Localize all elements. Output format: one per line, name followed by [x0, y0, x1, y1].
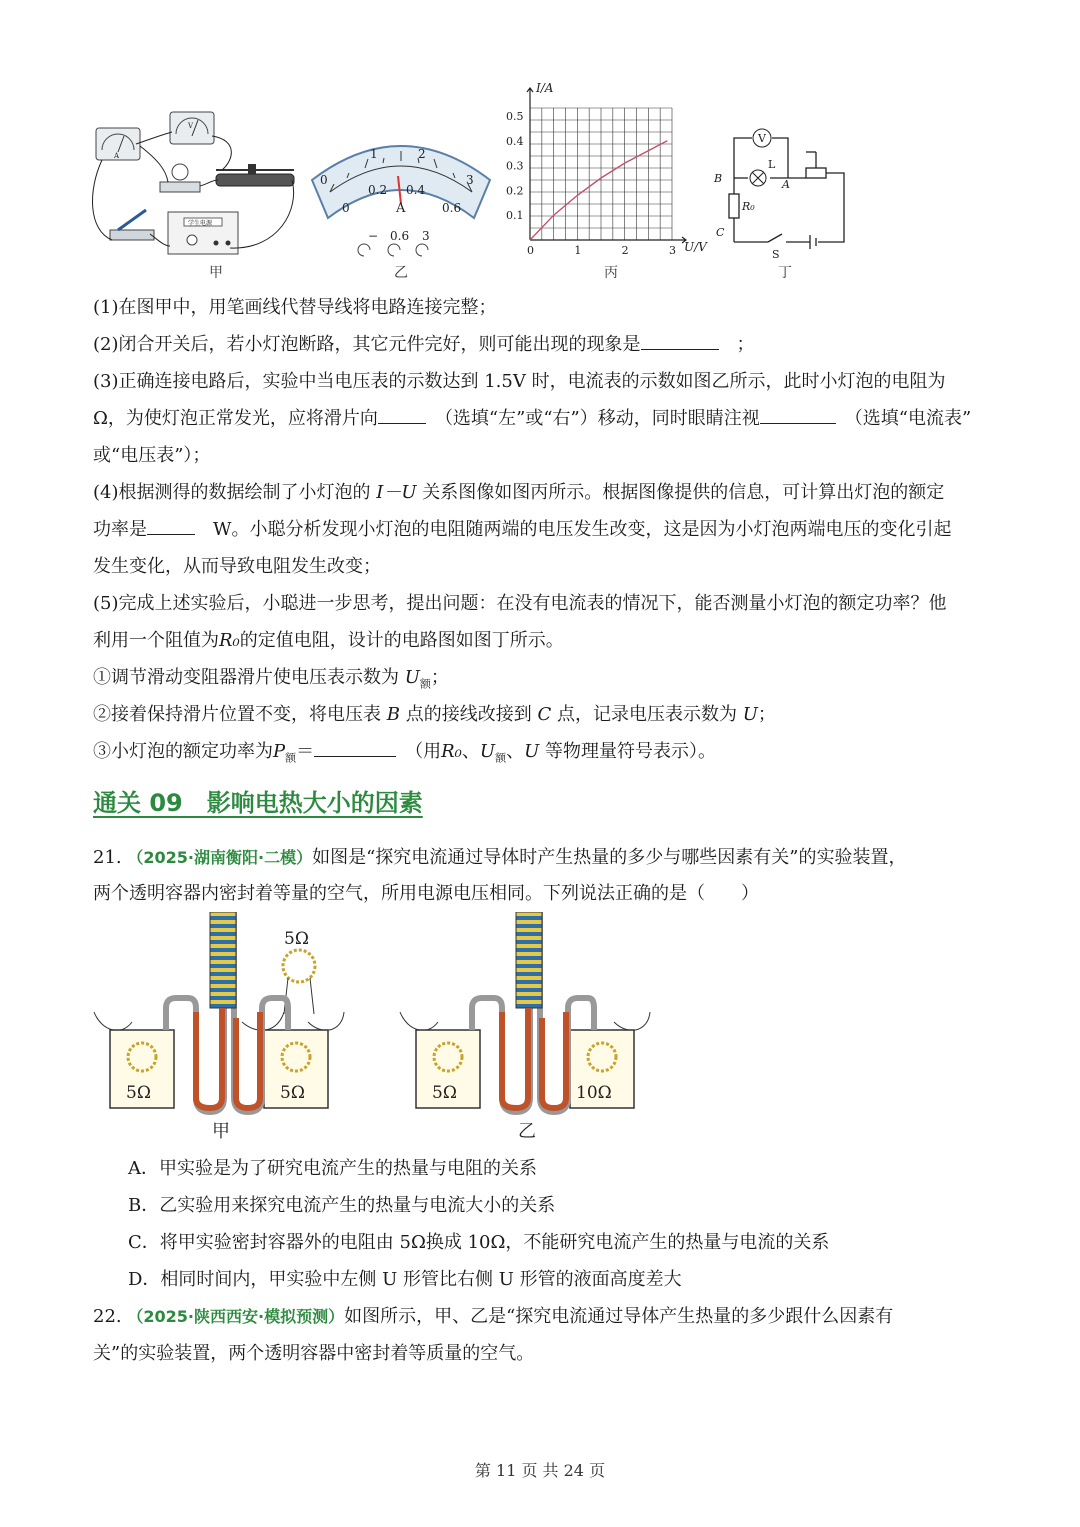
- step-2-text-c: 点，记录电压表示数为: [556, 704, 737, 725]
- q21-option-d[interactable]: D．相同时间内，甲实验中左侧 U 形管比右侧 U 形管的液面高度差大: [128, 1269, 682, 1290]
- iu-curve: [530, 141, 667, 240]
- q21-option-b[interactable]: B．乙实验用来探究电流产生的热量与电流大小的关系: [128, 1195, 556, 1216]
- step-2-c: C: [537, 704, 552, 725]
- question-3-text-c: （选填“左”或“右”）移动，同时眼睛注视: [443, 408, 760, 429]
- y-tick-label: 0.1: [506, 209, 524, 223]
- step-1-text: ①调节滑动变阻器滑片使电压表示数为: [93, 667, 399, 688]
- terminal-3: 3: [422, 229, 430, 243]
- voltmeter-device: [170, 112, 214, 144]
- rheostat-device: [216, 164, 294, 186]
- caption-bing: 丙: [604, 265, 618, 281]
- q21-source: （2025·湖南衡阳·二模）: [127, 848, 313, 867]
- dial-lower-3: 0.6: [442, 201, 462, 215]
- figure-jia-apparatus: [88, 100, 303, 280]
- step-3-text-c: 、: [461, 741, 480, 762]
- q21-stem-a: 如图是“探究电流通过导体时产生热量的多少与哪些因素有关”的实验装置，: [312, 847, 907, 868]
- caption-jia: 甲: [209, 265, 223, 281]
- question-4-text-b: 关系图像如图丙所示。根据图像提供的信息，可计算出灯泡的额定: [422, 482, 945, 503]
- question-3-text-b: Ω，为使灯泡正常发光，应将滑片向: [93, 408, 378, 429]
- question-3-line-3: 或“电压表”）；: [93, 445, 211, 466]
- question-1: (1)在图甲中，用笔画线代替导线将电路连接完整；: [93, 297, 497, 318]
- figure-yi-ammeter: [306, 132, 496, 272]
- step-3-p: P: [273, 741, 286, 762]
- step-3-text-b: （用: [414, 741, 442, 762]
- terminal-0-6: 0.6: [390, 229, 410, 243]
- question-5-text-b1: 利用一个阻值为: [93, 630, 219, 651]
- step-1: [93, 663, 449, 692]
- chart-xlabel: U/V: [684, 240, 707, 254]
- dial-upper-1: 1: [370, 147, 378, 161]
- yi-r-left: 5Ω: [432, 1083, 457, 1103]
- chart-ylabel: I/A: [536, 81, 554, 95]
- question-4-iu: I－U: [376, 482, 417, 503]
- circuit-A: A: [782, 178, 790, 191]
- dial-unit: A: [396, 201, 406, 216]
- question-3-line-2: [93, 404, 971, 430]
- question-4-text-a: (4)根据测得的数据绘制了小灯泡的: [93, 482, 371, 503]
- circuit-L: L: [768, 158, 776, 171]
- circuit-S: S: [772, 248, 780, 261]
- switch-device: [110, 210, 154, 240]
- question-5-line-1: (5)完成上述实验后，小聪进一步思考，提出问题：在没有电流表的情况下，能否测量小灯泡的额定功率？他: [93, 593, 947, 614]
- q22-source: （2025·陕西西安·模拟预测）: [127, 1307, 345, 1326]
- question-2: [93, 330, 755, 356]
- step-3-sub: 额: [285, 751, 297, 765]
- x-tick-label: 1: [574, 244, 582, 257]
- step-2-b: B: [386, 704, 400, 725]
- q21-option-c[interactable]: C．将甲实验密封容器外的电阻由 5Ω换成 10Ω，不能研究电流产生的热量与电流的关系: [128, 1232, 830, 1253]
- step-2: [93, 700, 776, 726]
- answer-blank-step-3[interactable]: [314, 738, 396, 757]
- dial-lower-2: 0.4: [406, 183, 426, 197]
- dial-lower-1: 0.2: [368, 183, 388, 197]
- u-tube-right-yi: [542, 1012, 566, 1108]
- question-5-r0: R₀: [219, 630, 240, 651]
- axis-lines: [527, 88, 686, 243]
- yi-caption: 乙: [518, 1121, 536, 1142]
- question-5-line-2: [93, 626, 564, 652]
- figure-bing-iu-chart: [500, 80, 710, 260]
- yi-r-right: 10Ω: [576, 1083, 612, 1103]
- question-2-text: (2)闭合开关后，若小灯泡断路，其它元件完好，则可能出现的现象是: [93, 334, 641, 355]
- step-2-text-b: 点的接线改接到: [405, 704, 532, 725]
- question-2-end: ；: [736, 334, 755, 355]
- dial-upper-2: 2: [418, 147, 426, 161]
- y-tick-label: 0.5: [506, 110, 524, 123]
- power-supply-device: [168, 212, 238, 254]
- circuit-C: C: [716, 226, 725, 239]
- y-tick-label: 0.3: [506, 159, 524, 173]
- circuit-R0: R₀: [742, 200, 755, 213]
- question-4-line-2: [93, 515, 952, 541]
- jia-caption: 甲: [212, 1121, 230, 1142]
- q21-line-1: [93, 843, 906, 869]
- y-tick-label: 0.2: [506, 184, 524, 198]
- chart-grid: [530, 108, 672, 240]
- circuit-V: V: [758, 132, 766, 145]
- ammeter-device: [96, 128, 140, 160]
- caption-yi: 乙: [394, 265, 408, 281]
- circuit-B: B: [714, 172, 723, 185]
- jia-r-outside: 5Ω: [284, 929, 309, 949]
- question-3-text-d: （选填“电流表”: [853, 408, 972, 429]
- step-3-eq: ＝: [296, 741, 315, 762]
- section-title: 通关 09 影响电热大小的因素: [93, 789, 423, 817]
- bulb-device: [160, 164, 200, 192]
- step-3-text-a: ③小灯泡的额定功率为: [93, 741, 273, 762]
- step-1-u: U: [404, 667, 420, 688]
- step-3-text-e: 等物理量符号表示）。: [544, 741, 716, 762]
- step-3-u2: U: [524, 741, 540, 762]
- y-tick-label: 0.4: [506, 134, 524, 148]
- terminal-knob-3: [416, 244, 428, 256]
- jia-r-left: 5Ω: [126, 1083, 151, 1103]
- page-footer: 第 11 页 共 24 页: [474, 1461, 606, 1480]
- u-tube-left-yi: [502, 1008, 528, 1108]
- step-2-text-a: ②接着保持滑片位置不变，将电压表: [93, 704, 381, 725]
- dial-upper-3: 3: [466, 173, 474, 187]
- voltmeter-letter: V: [188, 122, 194, 130]
- step-2-u: U: [742, 704, 758, 725]
- ammeter-letter: A: [114, 152, 120, 160]
- question-4-text-d: W。小聪分析发现小灯泡的电阻随两端的电压发生改变，这是因为小灯泡两端电压的变化引起: [213, 519, 952, 540]
- answer-blank-3-direction[interactable]: [378, 405, 426, 424]
- scale-bar-yi: [516, 912, 542, 1008]
- heater-coil-outside-jia: [283, 950, 315, 982]
- step-3: [93, 737, 716, 766]
- figure-ding-circuit: [710, 122, 860, 262]
- answer-blank-4-power[interactable]: [147, 516, 195, 535]
- jia-r-right: 5Ω: [280, 1083, 305, 1103]
- q21-line-2: 两个透明容器内密封着等量的空气，所用电源电压相同。下列说法正确的是（ ）: [93, 883, 759, 904]
- q22-number: 22.: [93, 1306, 122, 1327]
- question-3-line-1: [93, 367, 946, 393]
- dial-lower-0: 0: [342, 201, 350, 215]
- x-tick-label: 0: [527, 244, 534, 257]
- q21-number: 21.: [93, 847, 122, 868]
- step-3-u1: U: [479, 741, 496, 762]
- answer-blank-2[interactable]: [641, 331, 719, 350]
- u-tube-left-jia: [196, 1008, 222, 1108]
- x-tick-label: 3: [669, 244, 676, 257]
- question-4-line-3: 发生变化，从而导致电阻发生改变；: [93, 556, 381, 577]
- question-4-line-1: [93, 478, 944, 504]
- terminal-minus: −: [368, 229, 379, 243]
- chart-axes: [527, 88, 686, 243]
- question-3-text-a: (3)正确连接电路后，实验中当电压表的示数达到 1.5V 时，电流表的示数如图乙所示，此时小灯泡的电阻为: [93, 371, 946, 392]
- caption-ding: 丁: [778, 265, 792, 281]
- terminal-knob-1: [358, 244, 370, 256]
- x-tick-label: 2: [621, 244, 629, 257]
- answer-blank-3-meter[interactable]: [760, 405, 836, 424]
- step-1-sub: 额: [419, 677, 431, 691]
- question-4-text-c: 功率是: [93, 519, 147, 540]
- q22-line-2: 关”的实验装置，两个透明容器中密封着等质量的空气。: [93, 1343, 535, 1364]
- q22-stem-a: 如图所示，甲、乙是“探究电流通过导体产生热量的多少跟什么因素有: [344, 1306, 894, 1327]
- dial-upper-0: 0: [320, 173, 328, 187]
- q21-figure: [92, 912, 662, 1147]
- scale-bar-jia: [210, 912, 236, 1008]
- apparatus-jia: [94, 912, 344, 1142]
- step-3-text-d: 、: [506, 741, 525, 762]
- q21-option-a[interactable]: A．甲实验是为了研究电流产生的热量与电阻的关系: [128, 1158, 537, 1179]
- step-3-sub2: 额: [495, 751, 507, 765]
- step-3-r0: R₀: [441, 741, 462, 762]
- step-1-end: ；: [430, 667, 449, 688]
- question-5-text-b2: 的定值电阻，设计的电路图如图丁所示。: [239, 630, 564, 651]
- step-2-end: ；: [757, 704, 776, 725]
- terminal-knob-2: [388, 244, 400, 256]
- q22-line-1: [93, 1302, 893, 1328]
- apparatus-yi: [400, 912, 650, 1142]
- power-label: 学生电源: [188, 220, 213, 227]
